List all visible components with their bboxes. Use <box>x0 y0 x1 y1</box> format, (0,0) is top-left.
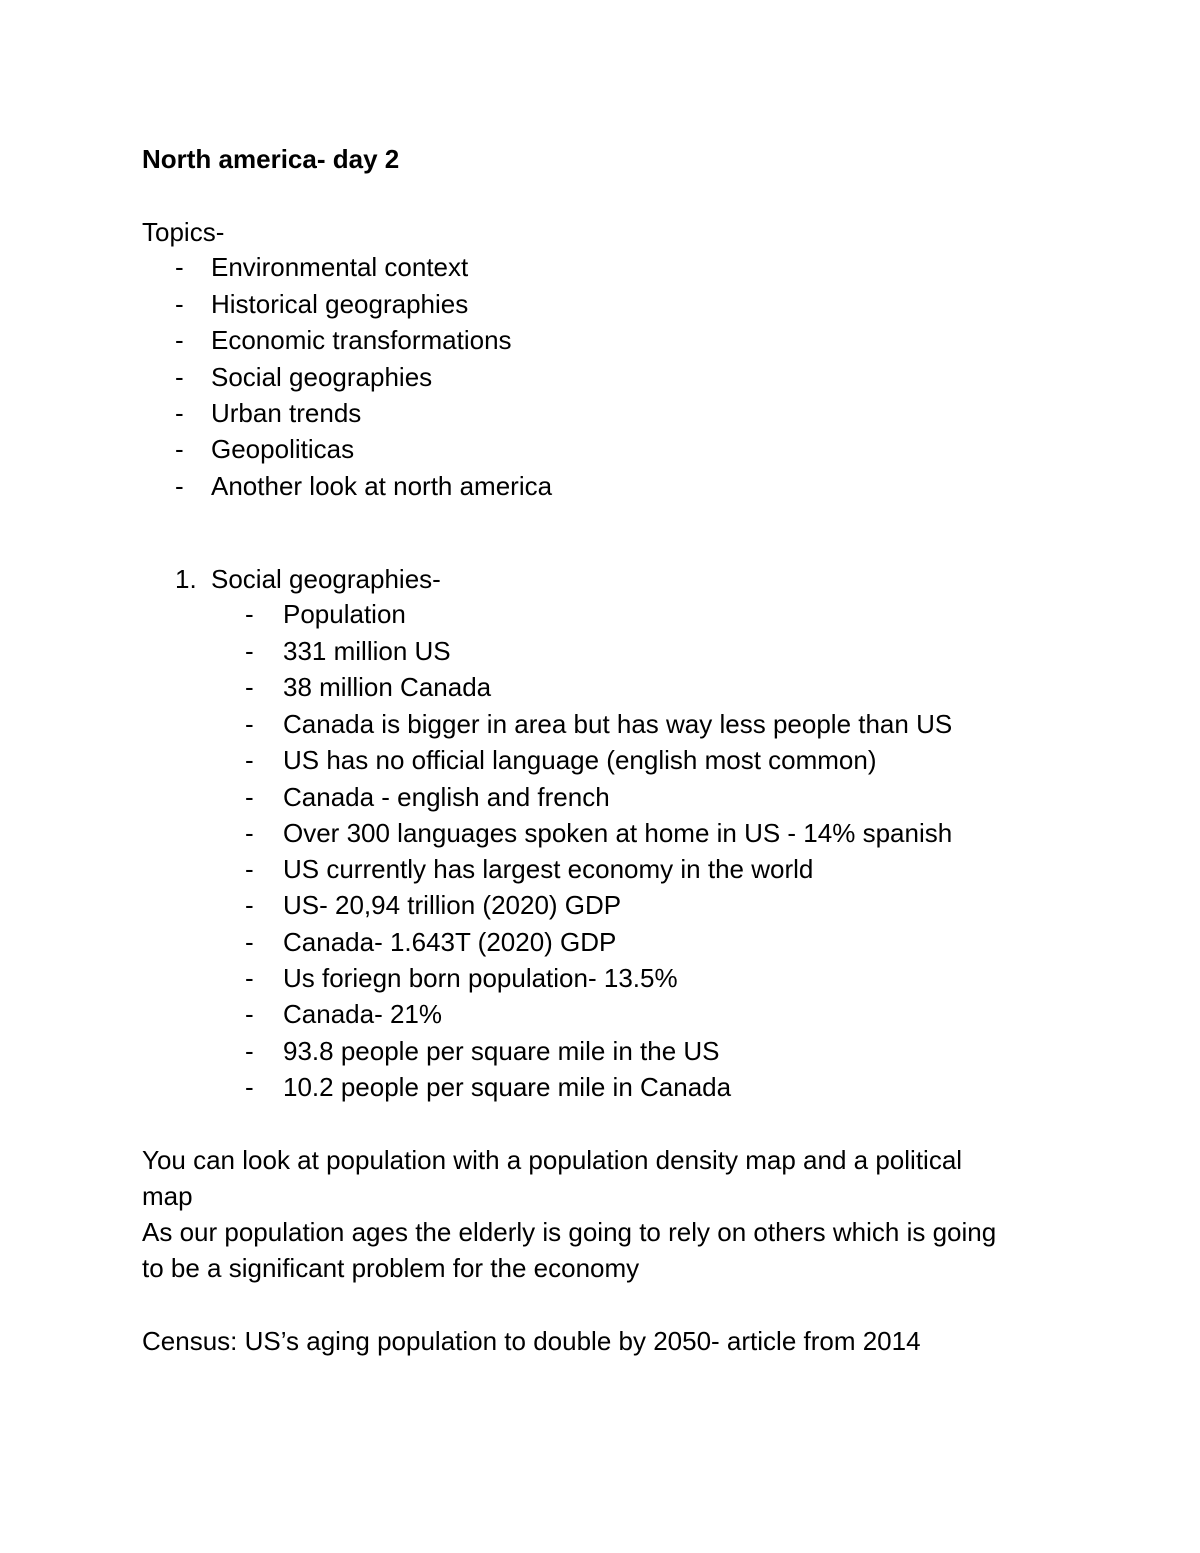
list-item-text: 38 million Canada <box>283 672 492 702</box>
topic-text: Urban trends <box>211 398 362 428</box>
list-item-text: Canada is bigger in area but has way less people than US <box>283 709 953 739</box>
list-item-text: Population <box>283 599 406 629</box>
bullet-dash: - <box>175 471 184 501</box>
list-item-text: Canada- 1.643T (2020) GDP <box>283 927 617 957</box>
page-title: North america- day 2 <box>142 144 400 174</box>
list-item-text: US currently has largest economy in the world <box>283 854 814 884</box>
bullet-dash: - <box>245 854 254 884</box>
list-item-text: 331 million US <box>283 636 451 666</box>
bullet-dash: - <box>245 963 254 993</box>
list-item-text: US has no official language (english most common) <box>283 745 877 775</box>
bullet-dash: - <box>175 252 184 282</box>
list-item-text: 93.8 people per square mile in the US <box>283 1036 720 1066</box>
bullet-dash: - <box>245 999 254 1029</box>
bullet-dash: - <box>175 325 184 355</box>
bullet-dash: - <box>245 672 254 702</box>
section-heading-text: Social geographies- <box>211 564 441 594</box>
topic-text: Historical geographies <box>211 289 469 319</box>
bullet-dash: - <box>175 289 184 319</box>
bullet-dash: - <box>245 636 254 666</box>
bullet-dash: - <box>245 599 254 629</box>
paragraph-line: You can look at population with a population density map and a political <box>142 1145 963 1175</box>
bullet-dash: - <box>245 709 254 739</box>
bullet-dash: - <box>245 927 254 957</box>
paragraph-line: As our population ages the elderly is going to rely on others which is going <box>142 1217 997 1247</box>
topic-text: Environmental context <box>211 252 469 282</box>
bullet-dash: - <box>175 362 184 392</box>
list-item-text: Us foriegn born population- 13.5% <box>283 963 678 993</box>
list-item-text: 10.2 people per square mile in Canada <box>283 1072 732 1102</box>
bullet-dash: - <box>245 1072 254 1102</box>
topic-text: Geopoliticas <box>211 434 355 464</box>
bullet-dash: - <box>245 1036 254 1066</box>
section-number: 1. <box>175 564 197 594</box>
bullet-dash: - <box>245 745 254 775</box>
list-item-text: Canada- 21% <box>283 999 442 1029</box>
bullet-dash: - <box>245 890 254 920</box>
bullet-dash: - <box>245 782 254 812</box>
paragraph-line: map <box>142 1181 193 1211</box>
census-line: Census: US’s aging population to double by 2050- article from 2014 <box>142 1326 921 1356</box>
topic-text: Social geographies <box>211 362 433 392</box>
paragraph-line: to be a significant problem for the economy <box>142 1253 640 1283</box>
bullet-dash: - <box>245 818 254 848</box>
topic-text: Economic transformations <box>211 325 512 355</box>
list-item-text: Over 300 languages spoken at home in US - 14% spanish <box>283 818 953 848</box>
topics-label: Topics- <box>142 217 225 247</box>
list-item-text: Canada - english and french <box>283 782 610 812</box>
list-item-text: US- 20,94 trillion (2020) GDP <box>283 890 622 920</box>
topic-text: Another look at north america <box>211 471 553 501</box>
bullet-dash: - <box>175 398 184 428</box>
bullet-dash: - <box>175 434 184 464</box>
